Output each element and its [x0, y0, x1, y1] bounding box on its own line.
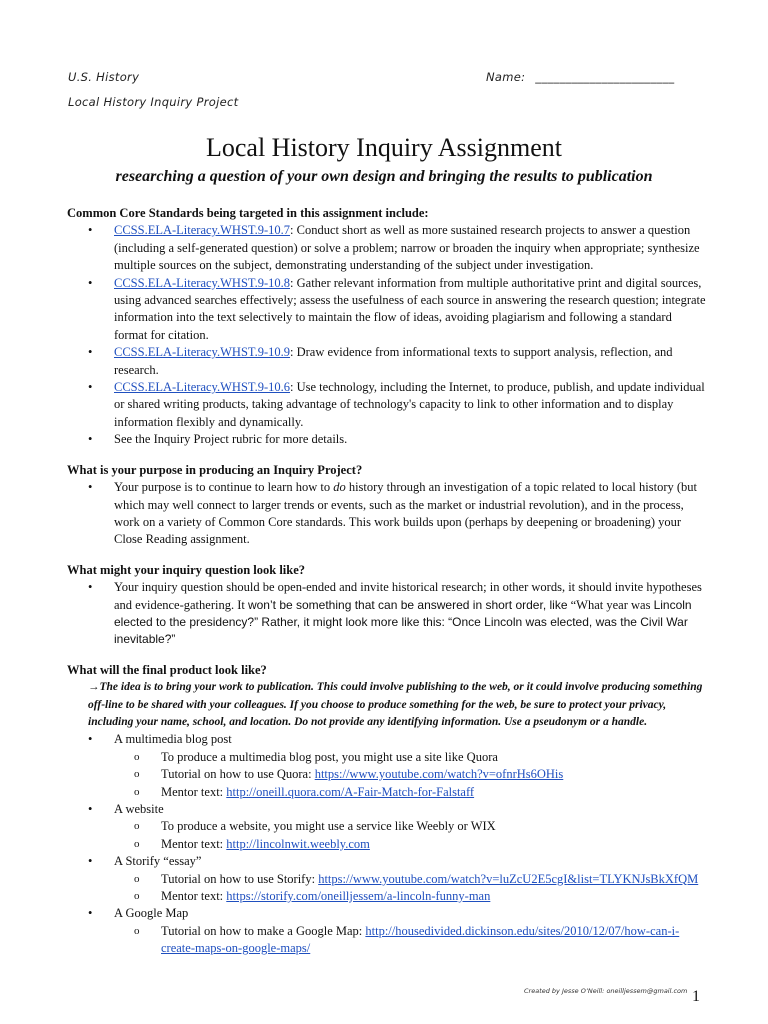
sub-item: [114, 871, 707, 888]
standards-heading: Common Core Standards being targeted in this assignment include:: [67, 206, 429, 220]
question-text-part: Your inquiry question should be open-ended and invite historical research; in other words, it should invite hypotheses and evidence-gathering. It: [114, 580, 702, 612]
option-label: A website: [114, 802, 164, 816]
product-option: [67, 853, 707, 905]
purpose-text-part: history through an investigation of a topic related to local history (but which may well connect to larger trends or events, such as the market or industrial revolution), and in the process, work on a variety of Common Core standards. This work builds upon (perhaps by deepening or broadening) your Close Reading assignment.: [114, 480, 698, 547]
question-list: [67, 579, 707, 649]
purpose-text-part: Your purpose is to continue to learn how to: [114, 480, 334, 495]
sub-item: [114, 784, 707, 801]
question-section: [67, 562, 707, 649]
sub-item: [114, 818, 707, 835]
page-title: Local History Inquiry Assignment: [205, 133, 562, 162]
question-text-part: “What year was: [567, 597, 654, 612]
sub-text: Tutorial on how to use Storify:: [161, 871, 319, 886]
mentor-link[interactable]: http://lincolnwit.weebly.com: [226, 836, 370, 851]
option-sublist: [114, 923, 707, 958]
standard-item: [67, 379, 707, 431]
sub-item: [114, 888, 707, 905]
standard-text: : Draw evidence from informational texts to support analysis, reflection, and research.: [114, 345, 673, 377]
arrow-icon: →: [88, 681, 100, 694]
product-option: [67, 905, 707, 957]
purpose-text: [67, 479, 707, 549]
standard-link[interactable]: CCSS.ELA-Literacy.WHST.9-10.6: [114, 380, 291, 395]
final-product-section: [67, 662, 707, 958]
mentor-link[interactable]: http://oneill.quora.com/A-Fair-Match-for-Falstaff: [226, 784, 475, 799]
final-heading: What will the final product look like?: [67, 662, 267, 677]
sub-item: [114, 923, 707, 958]
standard-link[interactable]: CCSS.ELA-Literacy.WHST.9-10.8: [114, 275, 291, 290]
page-number: 1: [692, 988, 700, 1005]
option-sublist: [114, 749, 707, 801]
option-label: A multimedia blog post: [114, 732, 232, 747]
product-option: [67, 801, 707, 853]
sub-text: Tutorial on how to use Quora:: [161, 767, 315, 782]
mentor-link[interactable]: https://storify.com/oneilljessem/a-lincoln-funny-man: [226, 889, 491, 904]
project-label: Local History Inquiry Project: [68, 95, 239, 109]
product-options-list: [67, 731, 707, 957]
page-subtitle: researching a question of your own design and bringing the results to publication: [115, 168, 653, 185]
standards-section: [67, 205, 707, 449]
purpose-heading: What is your purpose in producing an Inquiry Project?: [67, 462, 363, 477]
question-text-part: won’t be something that can be answered in short order, like: [247, 597, 568, 612]
sub-text: To produce a multimedia blog post, you might use a site like Quora: [161, 749, 498, 764]
sub-text: Mentor text:: [161, 784, 227, 799]
question-text-part: Lincoln elected to the presidency?” Rather, it might look more like this: “Once Lincoln was elected, was the Civil War inevitable?”: [114, 597, 692, 647]
sub-item: [114, 836, 707, 853]
standard-text: : Conduct short as well as more sustained research projects to answer a question (including a self-generated question) or solve a problem; narrow or broaden the inquiry when appropriate; synthesize multiple sources on the subject, demonstrating understanding of the subject under investigation.: [114, 223, 700, 273]
product-option: [67, 731, 707, 801]
standard-item: [67, 275, 707, 345]
standard-text: : Use technology, including the Internet, to produce, publish, and update individual or shared writing products, taking advantage of technology's capacity to link to other information and to display information flexibly and dynamically.: [114, 380, 705, 429]
name-blank-line: _______________________: [535, 70, 675, 84]
purpose-section: [67, 462, 707, 549]
option-label: A Google Map: [114, 906, 189, 921]
standards-list: [67, 222, 707, 448]
footer-credit: Created by Jesse O’Neill: oneilljessem@gmail.com: [524, 987, 688, 995]
document-body: [67, 205, 707, 958]
sub-text: Mentor text:: [161, 836, 227, 851]
tutorial-link[interactable]: https://www.youtube.com/watch?v=ofnrHs6OHis: [314, 767, 564, 782]
tutorial-link[interactable]: http://housedivided.dickinson.edu/sites/2010/12/07/how-can-i-create-maps-on-google-maps/: [161, 923, 680, 956]
tutorial-link[interactable]: https://www.youtube.com/watch?v=luZcU2E5cgI&list=TLYKNJsBkXfQM: [318, 871, 699, 886]
option-sublist: [114, 871, 707, 906]
standard-text: : Gather relevant information from multiple authoritative print and digital sources, using advanced searches effectively; assess the usefulness of each source in answering the research question; integrate information into the text selectively to maintain the flow of ideas, avoiding plagiarism and following a standard format for citation.: [114, 275, 706, 342]
question-heading: What might your inquiry question look like?: [67, 562, 306, 577]
sub-item: [114, 749, 707, 766]
sub-text: Mentor text:: [161, 889, 227, 904]
final-intro-text: The idea is to bring your work to publication. This could involve publishing to the web, or it could involve producing something off-line to be shared with your colleagues. If you choose to produce something for the web, be sure to protect your privacy, including your name, school, and location. Do not provide any identifying information. Use a pseudonym or a handle.: [88, 681, 703, 728]
purpose-list: [67, 479, 707, 549]
standard-link[interactable]: CCSS.ELA-Literacy.WHST.9-10.7: [114, 223, 291, 238]
standard-link[interactable]: CCSS.ELA-Literacy.WHST.9-10.9: [114, 345, 291, 360]
rubric-note: • See the Inquiry Project rubric for more details.: [67, 431, 707, 448]
question-text: [67, 579, 707, 649]
standard-item: [67, 344, 707, 379]
course-label: U.S. History: [68, 70, 140, 84]
option-label: A Storify “essay”: [114, 854, 202, 869]
sub-text: To produce a website, you might use a service like Weebly or WIX: [161, 819, 496, 834]
option-sublist: [114, 818, 707, 853]
name-label: Name:: [486, 70, 526, 84]
name-field: [486, 70, 674, 84]
sub-text: Tutorial on how to make a Google Map:: [161, 923, 366, 938]
standard-item: [67, 222, 707, 274]
purpose-emphasis: do: [333, 480, 346, 495]
sub-item: [114, 766, 707, 783]
final-intro: [67, 679, 707, 731]
